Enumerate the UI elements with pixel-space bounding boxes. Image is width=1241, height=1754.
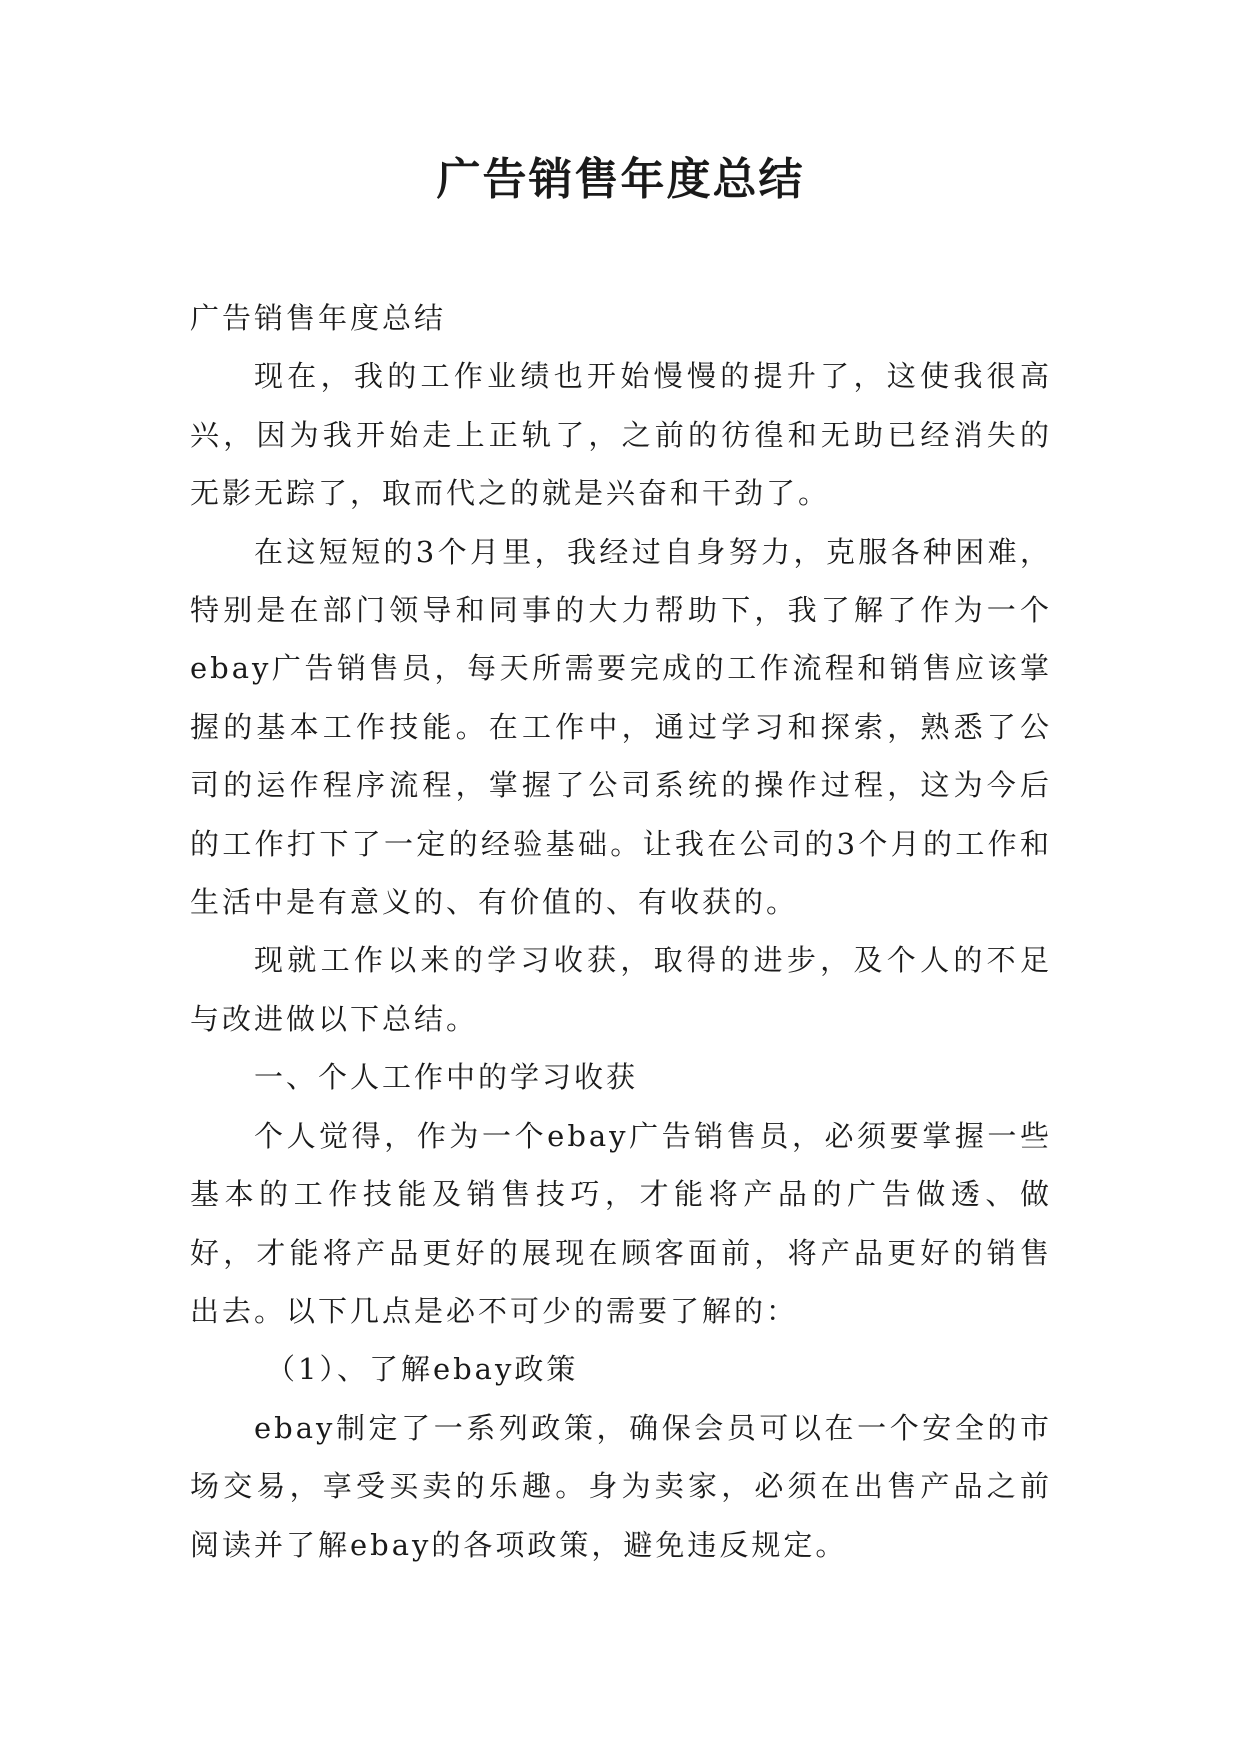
body-paragraph: 在这短短的3个月里，我经过自身努力，克服各种困难，特别是在部门领导和同事的大力帮助下，我了解了作为一个ebay广告销售员，每天所需要完成的工作流程和销售应该掌握的基本工作技能。在工作中，通过学习和探索，熟悉了公司的运作程序流程，掌握了公司系统的操作过程，这为今后的工作打下了一定的经验基础。让我在公司的3个月的工作和生活中是有意义的、有价值的、有收获的。 [190, 534, 1052, 920]
body-paragraph: 个人觉得，作为一个ebay广告销售员，必须要掌握一些基本的工作技能及销售技巧，才能将产品的广告做透、做好，才能将产品更好的展现在顾客面前，将产品更好的销售出去。以下几点是必不可少的需要了解的： [190, 1118, 1052, 1328]
subtitle-paragraph: 广告销售年度总结 [190, 301, 447, 335]
body-paragraph: 现就工作以来的学习收获，取得的进步，及个人的不足与改进做以下总结。 [190, 943, 1052, 1036]
body-paragraph: ebay制定了一系列政策，确保会员可以在一个安全的市场交易，享受买卖的乐趣。身为卖家，必须在出售产品之前阅读并了解ebay的各项政策，避免违反规定。 [190, 1410, 1052, 1562]
section-heading: 一、个人工作中的学习收获 [254, 1060, 639, 1095]
document-body [190, 289, 1052, 1574]
subsection-heading: （1）、了解ebay政策 [266, 1352, 579, 1387]
body-paragraph: 现在，我的工作业绩也开始慢慢的提升了，这使我很高兴，因为我开始走上正轨了，之前的彷徨和无助已经消失的无影无踪了，取而代之的就是兴奋和干劲了。 [190, 359, 1052, 511]
document-title: 广告销售年度总结 [436, 154, 805, 205]
